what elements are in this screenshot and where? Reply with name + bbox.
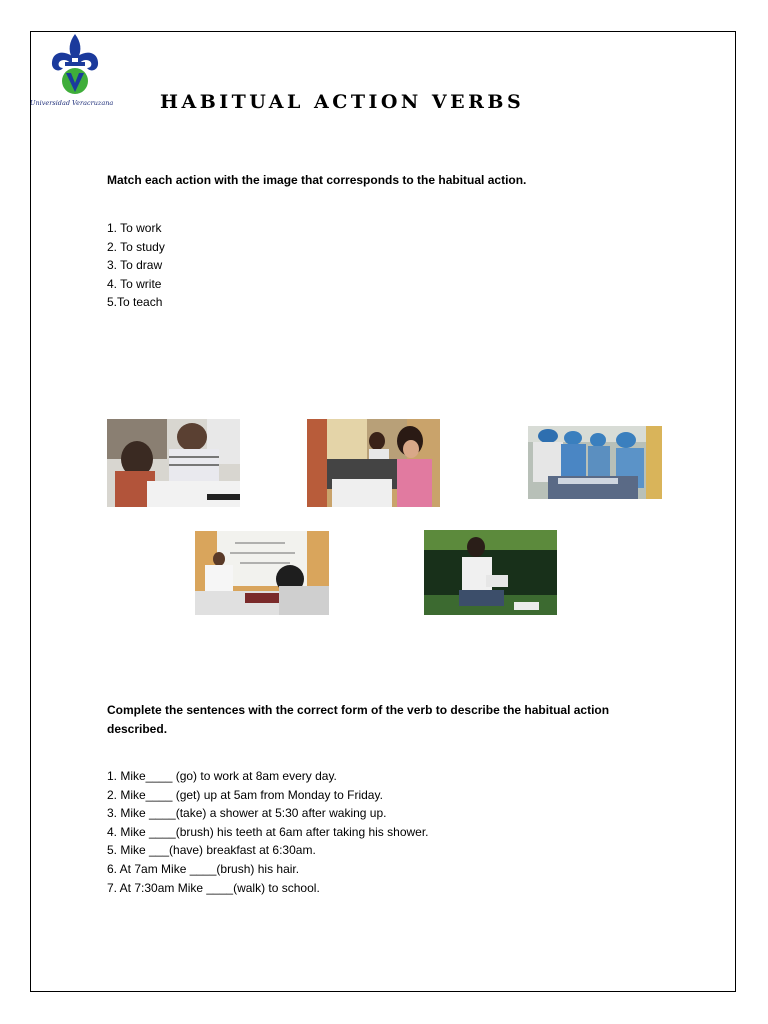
students-studying-photo xyxy=(107,419,240,507)
list-item: 1. To work xyxy=(107,221,162,235)
list-item: 2. To study xyxy=(107,239,165,254)
list-item: 3. Mike ____(take) a shower at 5:30 after waking up. xyxy=(107,806,387,821)
student-reading-outdoors-photo xyxy=(424,530,557,615)
list-item: 5.To teach xyxy=(107,295,163,310)
list-item: 3. To draw xyxy=(107,258,163,273)
list-item: 7. At 7:30am Mike ____(walk) to school. xyxy=(107,880,320,895)
teacher-whiteboard-photo xyxy=(195,531,329,615)
list-item: 4. To write xyxy=(107,276,162,291)
classroom-students-photo xyxy=(307,419,440,507)
list-item: 2. Mike____ (get) up at 5am from Monday to Friday. xyxy=(107,787,383,802)
list-item: 5. Mike ___(have) breakfast at 6:30am. xyxy=(107,843,316,858)
surgeons-working-photo xyxy=(528,426,662,499)
page-title: HABITUAL ACTION VERBS xyxy=(160,91,525,113)
list-item: 6. At 7am Mike ____(brush) his hair. xyxy=(107,861,300,876)
matching-instruction: Match each action with the image that corresponds to the habitual action. xyxy=(107,173,527,187)
list-item: 4. Mike ____(brush) his teeth at 6am after taking his shower. xyxy=(107,824,429,839)
action-list xyxy=(107,219,165,312)
logo-caption: Universidad Veracruzana xyxy=(30,99,114,107)
list-item: 1. Mike____ (go) to work at 8am every day. xyxy=(107,769,337,783)
university-logo-icon xyxy=(45,32,105,98)
completion-instruction: Complete the sentences with the correct form of the verb to describe the habitual action described. xyxy=(107,703,610,736)
sentence-list xyxy=(107,767,429,897)
